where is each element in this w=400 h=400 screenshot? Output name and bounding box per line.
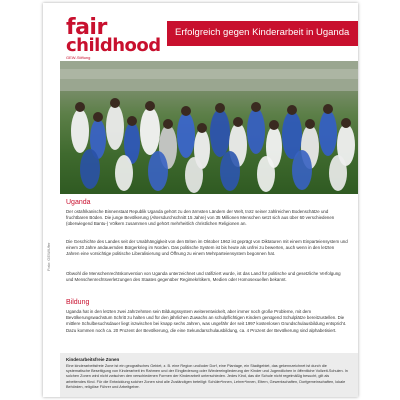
section-heading-bildung: Bildung bbox=[66, 299, 90, 306]
paragraph-bildung-1: Uganda hat in den letzten zwei Jahrzehnten sein Bildungssystem weiterentwickelt, aber immer noch große Probleme, mit dem Bevölkerungswachstum Schritt zu halten und für den jährlichen Zuwachs an schulpflichtigen Kindern genügend Schulplätze bereitzustellen. Die mittlere Schulbesuchsdauer liegt inzwischen bei knapp sechs Jahren, was ungefähr der seit 1997 kostenlosen Grundschulausbildung entspricht. Dazu kommen noch ca. 20 Prozent der Bevölkerung, die eine Sekundarschulausbildung, ca. 4 Prozent der Bevölkerung sind alphabetisiert. bbox=[66, 309, 347, 333]
logo-word-fair: fair bbox=[66, 15, 107, 40]
children-photo bbox=[60, 61, 358, 194]
paragraph-uganda-2: Die Geschichte des Landes seit der Unabhängigkeit von den Briten im Oktober 1962 ist geprägt von Diktaturen mit einem Einparteiensystem und einem 20 Jahre andauernden Bürgerkrieg im Norden. Das politische System ist bis heute als unfrei zu bewerten, auch wenn in den letzten Jahren eine vorsichtige politische Liberalisierung und Öffnung zu einem Mehrparteiensystem begonnen hat. bbox=[66, 239, 348, 257]
document-page bbox=[43, 3, 358, 397]
info-box-heading: Kinderarbeitsfreie Zonen bbox=[66, 357, 120, 362]
info-box-text: Eine kinderarbeitsfreie Zone ist ein geografisches Gebiet, z. B. eine Region und/oder Dorf, eine Plantage, ein Stadtgebiet, das gekennzeichnet ist durch die systematische Beseitigung von Kinderarbeit im Rahmen und der Eingliederung oder Wiedereingliederung der Kinder und Jugendlichen in öffentliche Vollzeit-Schulen. In solchen Zonen wird nicht zwischen den verschiedenen Formen der Kinderarbeit unterschieden. Jedes Kind, das die Schule nicht regelmäßig besucht, gilt als arbeitendes Kind. Für die Entwicklung solcher Zonen sind alle Zuständigen beteiligt: Schüler*innen, Lehrer*innen, Eltern, Gewerkschaften, Dorfgemeinschaften, lokale Behörden, religiöse Führer und Arbeitgeber. bbox=[66, 364, 348, 389]
document-title: Erfolgreich gegen Kinderarbeit in Uganda bbox=[175, 27, 350, 38]
paragraph-uganda-3: Obwohl die Menschenrechtskonvention von Uganda unterzeichnet und ratifiziert wurde, ist das Land für politische und gesetzliche Verfolgung und Menschenrechtsverletzungen des Staates gegenüber Regimekritikern, Medien oder Homosexuellen bekannt. bbox=[66, 271, 341, 283]
logo-word-childhood: childhood bbox=[66, 35, 161, 56]
children-photo-graphic bbox=[60, 61, 358, 194]
fair-childhood-logo bbox=[66, 17, 161, 67]
info-box-kinderarbeitsfreie-zonen bbox=[60, 353, 358, 397]
photo-credit: Foto: GEW/Ufer bbox=[46, 242, 51, 271]
title-band bbox=[167, 21, 358, 46]
section-heading-uganda: Uganda bbox=[66, 199, 91, 206]
logo-tagline-1: GEW-Stiftung bbox=[66, 55, 91, 60]
paragraph-uganda-1: Der ostafrikanische Binnenstaat Republik Uganda gehört zu den ärmsten Ländern der Welt, trotz seiner zahlreichen Bodenschätze und fruchtbaren Böden. Die junge Bevölkerung (Altersdurchschnitt 15 Jahre) von 35 Millionen Menschen setzt sich aus über 60 verschiedenen (überwiegend Bantu-) Völkern zusammen und gehört mehrheitlich christlichen Religionen an. bbox=[66, 209, 335, 227]
header bbox=[43, 3, 358, 61]
